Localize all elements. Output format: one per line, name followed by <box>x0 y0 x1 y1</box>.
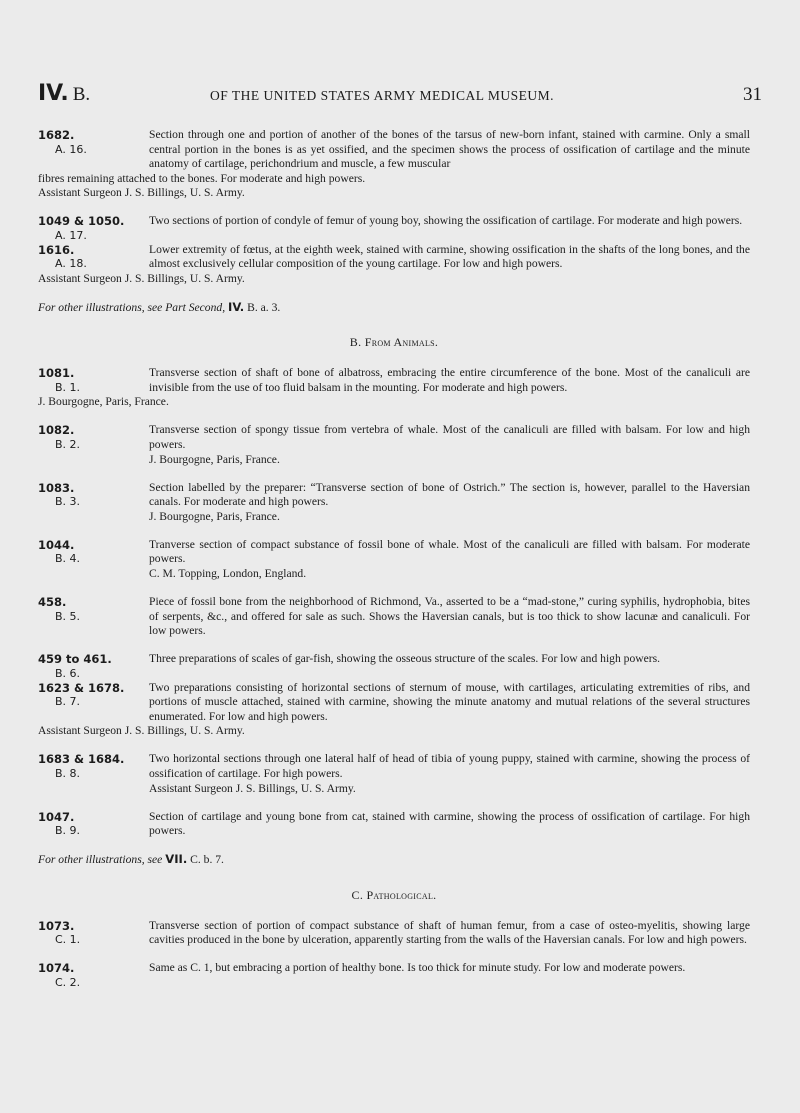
specimen-number: 1616. <box>38 242 75 257</box>
specimen-code: A. 16. <box>55 142 87 156</box>
entry-description: Two horizontal sections through one lateral half of head of tibia of young puppy, stained with carmine, showing the process of ossification of cartilage. For high powers. <box>149 752 750 780</box>
entry-description: Section through one and portion of another of the bones of the tarsus of new-born infant, stained with carmine. Only a small central portion in the bones is as yet ossified, and the specimen shows the process of ossification of cartilage and the minute anatomy of cartilage, perichondrium and muscle, a few muscular <box>149 128 750 171</box>
specimen-number: 1683 & 1684. <box>38 752 125 767</box>
section-label <box>38 81 90 106</box>
catalogue-entry <box>38 652 750 681</box>
entry-description: Three preparations of scales of gar-fish, showing the osseous structure of the scales. For low and high powers. <box>149 652 661 666</box>
specimen-code: B. 4. <box>55 552 81 566</box>
catalogue-entry <box>38 128 750 201</box>
specimen-code: A. 17. <box>55 229 87 243</box>
specimen-code: A. 18. <box>55 257 87 271</box>
entry-description: Lower extremity of fœtus, at the eighth week, stained with carmine, showing ossification in the shafts of the long bones, and the almost exclusively cellular composition of the young cartilage. For low and high powers. <box>149 242 750 271</box>
entry-source: J. Bourgogne, Paris, France. <box>149 452 280 466</box>
entry-description: Section labelled by the preparer: “Transverse section of bone of Ostrich.” The section is, however, parallel to the Haversian canals. For moderate and high powers. <box>149 480 750 509</box>
catalogue-entry <box>38 243 750 287</box>
specimen-code: B. 9. <box>55 824 81 838</box>
section-heading-animals <box>38 335 750 350</box>
catalogue-entry <box>38 961 750 989</box>
catalogue-body <box>38 128 750 989</box>
cross-reference-part: VII. <box>165 852 188 867</box>
entry-description: Tranverse section of compact substance of fossil bone of whale. Most of the canaliculi are filled with balsam. For moderate powers. <box>149 537 750 566</box>
specimen-code: C. 1. <box>55 933 81 947</box>
specimen-number: 1081. <box>38 366 75 381</box>
entry-source: J. Bourgogne, Paris, France. <box>38 395 169 409</box>
catalogue-entry <box>38 423 750 467</box>
cross-reference-text: For other illustrations, see Part Second, <box>38 300 226 314</box>
specimen-code: B. 6. <box>55 667 81 681</box>
catalogue-entry <box>38 595 750 639</box>
specimen-number: 1044. <box>38 537 75 552</box>
catalogue-entry <box>38 919 750 948</box>
specimen-number: 1049 & 1050. <box>38 214 125 229</box>
specimen-code: B. 5. <box>55 609 81 623</box>
entry-source: Assistant Surgeon J. S. Billings, U. S. Army. <box>38 271 245 285</box>
specimen-code: B. 2. <box>55 437 81 451</box>
specimen-number: 458. <box>38 595 67 610</box>
cross-reference <box>38 852 750 868</box>
heading-title: Pathological. <box>366 887 437 902</box>
header-roman: IV. <box>38 81 69 106</box>
specimen-number: 1073. <box>38 918 75 933</box>
entry-source: Assistant Surgeon J. S. Billings, U. S. Army. <box>149 781 356 795</box>
specimen-code: B. 7. <box>55 695 81 709</box>
cross-reference-text: For other illustrations, see <box>38 853 163 867</box>
catalogue-entry <box>38 366 750 410</box>
page-header <box>38 76 762 106</box>
specimen-number: 459 to 461. <box>38 652 112 667</box>
page-number: 31 <box>743 84 762 105</box>
specimen-number: 1083. <box>38 480 75 495</box>
specimen-code: B. 8. <box>55 767 81 780</box>
catalogue-entry <box>38 681 750 739</box>
entry-description: Transverse section of portion of compact substance of shaft of human femur, from a case of osteo-myelitis, showing large cavities produced in the bone by ulceration, apparently starting from the walls of the Haversian canals. For low and high powers. <box>149 918 750 947</box>
catalogue-entry <box>38 214 750 243</box>
entry-description: Section of cartilage and young bone from cat, stained with carmine, showing the process of ossification of cartilage. For high powers. <box>149 809 750 838</box>
cross-reference-code: C. b. 7. <box>190 853 224 867</box>
specimen-number: 1047. <box>38 809 75 824</box>
entry-continuation: fibres remaining attached to the bones. For moderate and high powers. <box>38 171 366 185</box>
entry-description: Transverse section of spongy tissue from vertebra of whale. Most of the canaliculi are filled with balsam. For low and high powers. <box>149 423 750 451</box>
entry-source: Assistant Surgeon J. S. Billings, U. S. Army. <box>38 186 245 200</box>
cross-reference <box>38 300 750 316</box>
header-section: B. <box>72 84 91 105</box>
entry-description: Same as C. 1, but embracing a portion of healthy bone. Is too thick for minute study. For low and moderate powers. <box>149 961 686 975</box>
specimen-code: B. 1. <box>55 380 81 394</box>
specimen-number: 1623 & 1678. <box>38 680 125 695</box>
heading-title: From Animals. <box>364 335 439 350</box>
cross-reference-code: B. a. 3. <box>247 300 281 314</box>
catalogue-entry <box>38 752 750 796</box>
entry-source: C. M. Topping, London, England. <box>149 567 307 581</box>
specimen-number: 1082. <box>38 423 75 438</box>
heading-letter: C. <box>351 887 364 902</box>
specimen-code: B. 3. <box>55 495 81 509</box>
specimen-number: 1682. <box>38 128 75 142</box>
catalogue-entry <box>38 538 750 582</box>
heading-letter: B. <box>349 335 362 350</box>
entry-description: Two sections of portion of condyle of femur of young boy, showing the ossification of cartilage. For moderate and high powers. <box>149 214 743 228</box>
entry-description: Piece of fossil bone from the neighborhood of Richmond, Va., asserted to be a “mad-stone,” curing syphilis, hydrophobia, bites of serpents, &c., and offered for sale as such. Shows the Haversian canals, but is too thick to show lacunæ and canaliculi. For low powers. <box>149 595 750 638</box>
catalogue-entry <box>38 481 750 525</box>
entry-description: Transverse section of shaft of bone of albatross, embracing the entire circumference of the bone. Most of the canaliculi are invisible from the use of too fluid balsam in the mounting. For moderate and high powers. <box>149 366 750 394</box>
specimen-number: 1074. <box>38 961 75 976</box>
catalogue-entry <box>38 810 750 839</box>
cross-reference-part: IV. <box>228 299 245 314</box>
entry-source: Assistant Surgeon J. S. Billings, U. S. Army. <box>38 724 245 738</box>
entry-description: Two preparations consisting of horizontal sections of sternum of mouse, with cartilages, articulating extremities of ribs, and portions of muscle attached, stained with carmine, showing the minute anatomy and mutual relations of the several structures enumerated. For low and high powers. <box>149 680 750 723</box>
section-heading-pathological <box>38 888 750 903</box>
specimen-code: C. 2. <box>55 975 81 989</box>
running-title: OF THE UNITED STATES ARMY MEDICAL MUSEUM. <box>210 88 555 103</box>
entry-source: J. Bourgogne, Paris, France. <box>149 509 280 523</box>
